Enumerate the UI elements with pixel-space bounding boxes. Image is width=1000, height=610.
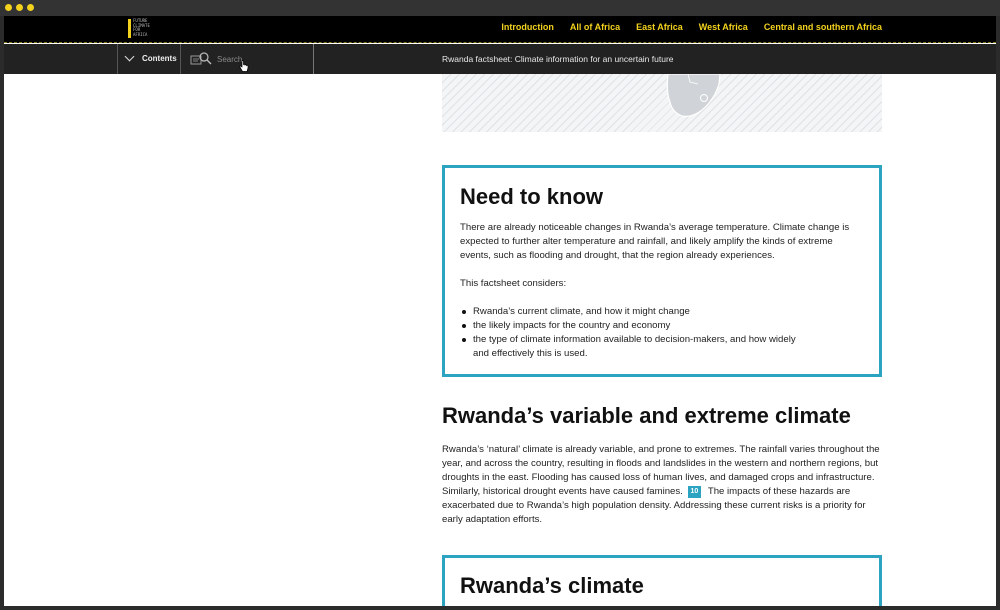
chevron-down-icon — [125, 52, 135, 62]
article-content — [4, 74, 996, 606]
paragraph-text: Rwanda’s ‘natural’ climate is already variable, and prone to extremes. The rainfall varies throughout the year, and across the country, resulting in floods and landslides in the western and northern regions, but droughts in the east. Flooding has caused loss of human lives, and damaged crops and infrastructure. Similarly, historical drought events have caused famines. — [442, 444, 880, 497]
nav-west-africa[interactable]: West Africa — [698, 22, 748, 32]
window-maximize-dot[interactable] — [27, 4, 34, 11]
reference-badge[interactable]: 10 — [688, 486, 702, 498]
rwanda-climate-box — [442, 555, 882, 606]
nav-introduction[interactable]: Introduction — [501, 22, 554, 32]
africa-map-fragment — [664, 74, 722, 118]
need-to-know-considers: This factsheet considers: — [460, 278, 567, 289]
list-item: Rwanda’s current climate, and how it might change — [460, 305, 860, 319]
search-input[interactable] — [217, 53, 297, 66]
list-item: the type of climate information available to decision-makers, and how widely and effectively this is used. — [460, 333, 810, 361]
need-to-know-list — [460, 305, 860, 361]
need-to-know-box — [442, 165, 882, 377]
window-titlebar — [0, 0, 1000, 16]
nav-east-africa[interactable]: East Africa — [636, 22, 683, 32]
page-title: Rwanda factsheet: Climate information for an uncertain future — [442, 54, 674, 64]
need-to-know-intro: There are already noticeable changes in Rwanda’s average temperature. Climate change is expected to further alter temperature and rainfall, and likely amplify the kinds of extreme events, such as flooding and drought, that the region already experiences. — [460, 222, 850, 261]
main-nav — [501, 22, 882, 32]
hand-cursor-icon — [239, 60, 249, 73]
search-icon[interactable] — [190, 51, 212, 67]
search-box[interactable] — [181, 44, 314, 74]
contents-label: Contents — [142, 54, 177, 63]
window-close-dot[interactable] — [5, 4, 12, 11]
need-to-know-heading: Need to know — [460, 184, 604, 209]
top-navigation — [4, 16, 996, 43]
nav-all-of-africa[interactable]: All of Africa — [569, 22, 621, 32]
secondary-toolbar — [4, 44, 996, 74]
variable-climate-heading: Rwanda’s variable and extreme climate — [442, 403, 851, 428]
variable-climate-paragraph — [442, 443, 882, 527]
list-item: the likely impacts for the country and economy — [460, 319, 860, 333]
contents-button[interactable] — [117, 44, 181, 74]
nav-central-southern-africa[interactable]: Central and southern Africa — [763, 22, 882, 32]
rwanda-climate-heading: Rwanda’s climate — [460, 573, 644, 598]
site-logo[interactable] — [128, 18, 154, 39]
map-image — [442, 74, 882, 132]
logo-text: FUTURE CLIMATE FOR AFRICA — [133, 18, 150, 37]
browser-viewport — [4, 16, 996, 606]
logo-accent-bar — [128, 19, 131, 38]
paragraph-text-continued: The impacts of these hazards are exacerbated due to Rwanda’s high population density. Addressing these current risks is a priority for early adaptation efforts. — [442, 486, 866, 525]
window-minimize-dot[interactable] — [16, 4, 23, 11]
